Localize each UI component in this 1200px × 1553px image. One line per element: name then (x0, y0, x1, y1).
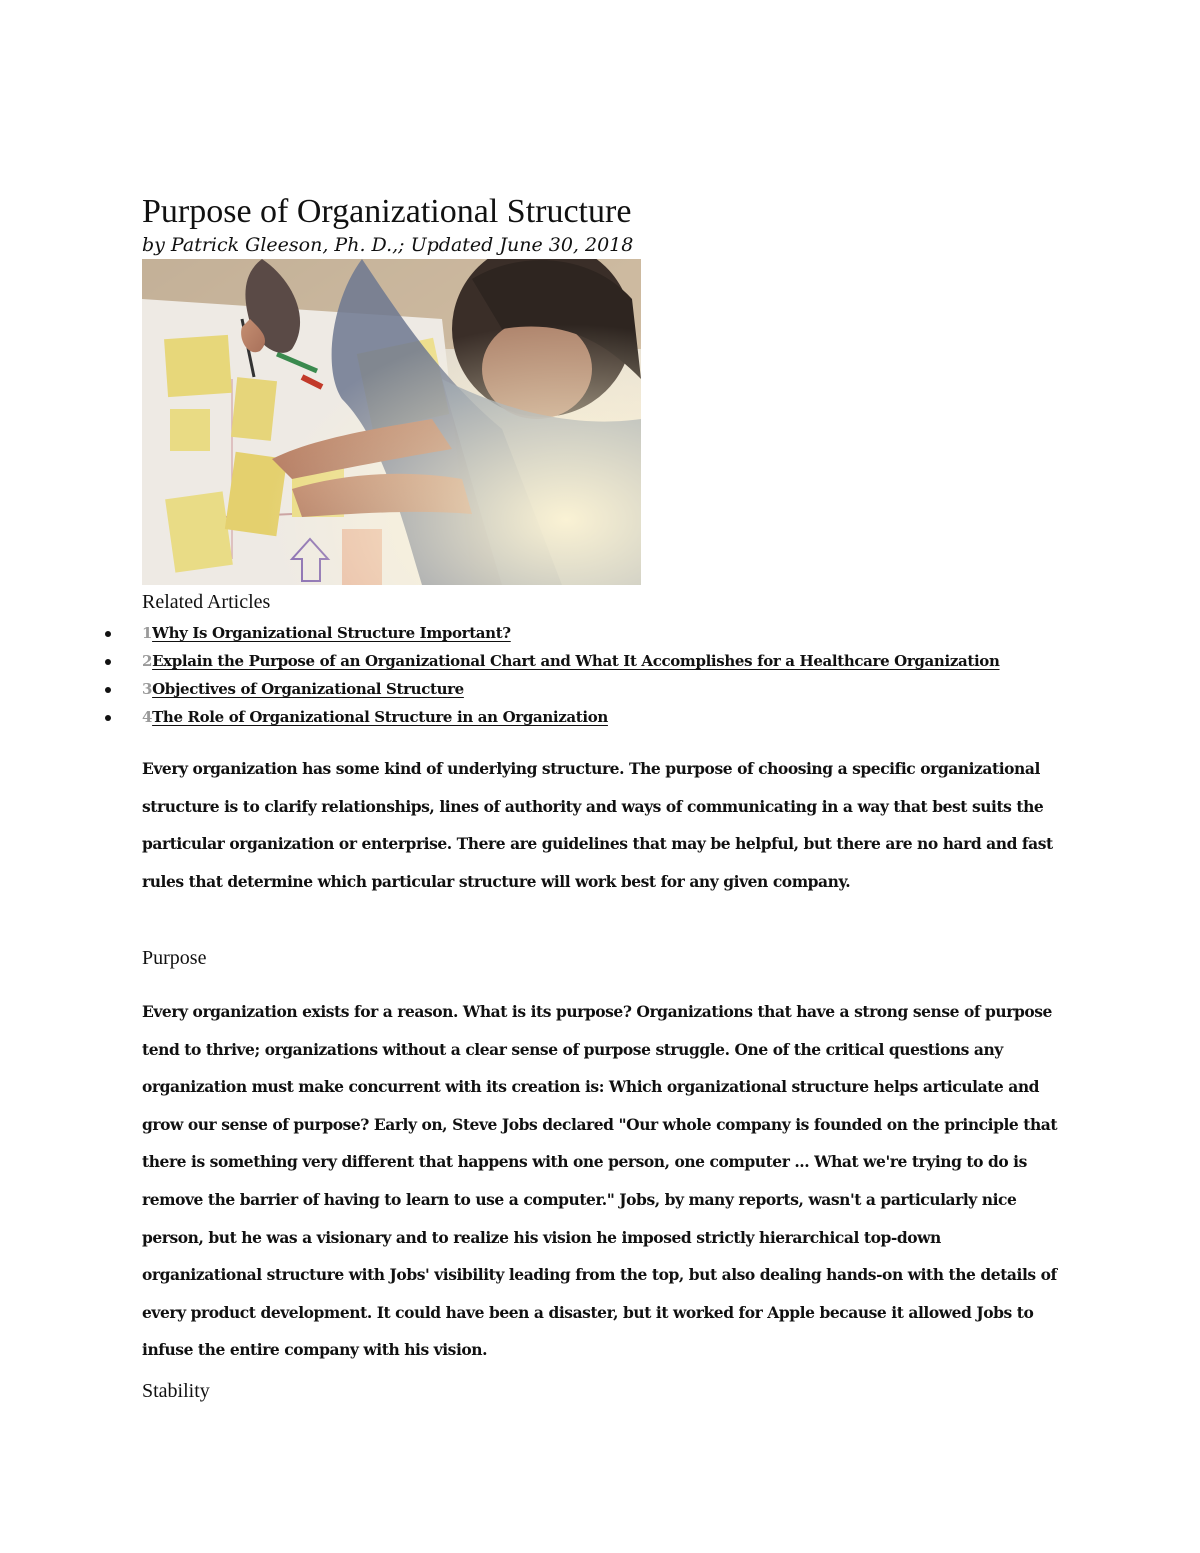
intro-paragraph: Every organization has some kind of underlying structure. The purpose of choosing a specific organizational structure is to clarify relationships, lines of authority and ways of communicating in a way that best suits the particular organization or enterprise. There are guidelines that may be helpful, but there are no hard and fast rules that determine which particular structure will work best for any given company. (142, 759, 1053, 891)
photo-icon (142, 259, 641, 585)
related-article-item (142, 620, 1062, 648)
section-body-purpose: Every organization exists for a reason. What is its purpose? Organizations that have a strong sense of purpose tend to thrive; organizations without a clear sense of purpose struggle. One of the critical questions any organization must make concurrent with its creation is: Which organizational structure helps articulate and grow our sense of purpose? Early on, Steve Jobs declared "Our whole company is founded on the principle that there is something very different that happens with one person, one computer ... What we're trying to do is remove the barrier of having to learn to use a computer." Jobs, by many reports, wasn't a particularly nice person, but he was a visionary and to realize his vision he imposed strictly hierarchical top-down organizational structure with Jobs' visibility leading from the top, but also dealing hands-on with the details of every product development. It could have been a disaster, but it worked for Apple because it allowed Jobs to infuse the entire company with his vision. (142, 1002, 1058, 1360)
bullet-icon (105, 715, 111, 721)
related-articles-list (142, 620, 1062, 732)
related-article-link[interactable]: The Role of Organizational Structure in an Organization (152, 708, 608, 726)
related-article-number: 3 (142, 680, 153, 698)
bullet-icon (105, 687, 111, 693)
related-article-item (142, 704, 1062, 732)
bullet-icon (105, 631, 111, 637)
related-articles-heading: Related Articles (142, 591, 271, 613)
related-article-number: 4 (142, 708, 153, 726)
article-byline: by Patrick Gleeson, Ph. D.,; Updated June 30, 2018 (142, 234, 634, 256)
related-article-link[interactable]: Objectives of Organizational Structure (152, 680, 464, 698)
related-article-item (142, 676, 1062, 704)
article-hero-image (142, 259, 641, 585)
related-article-item (142, 648, 1062, 676)
section-heading-stability: Stability (142, 1380, 210, 1402)
bullet-icon (105, 659, 111, 665)
article-title: Purpose of Organizational Structure (142, 193, 632, 230)
related-article-number: 1 (142, 624, 153, 642)
related-article-link[interactable]: Why Is Organizational Structure Important? (152, 624, 511, 642)
related-article-link[interactable]: Explain the Purpose of an Organizational Chart and What It Accomplishes for a Healthcare Organization (152, 652, 1000, 670)
section-heading-purpose: Purpose (142, 947, 207, 969)
related-article-number: 2 (142, 652, 153, 670)
